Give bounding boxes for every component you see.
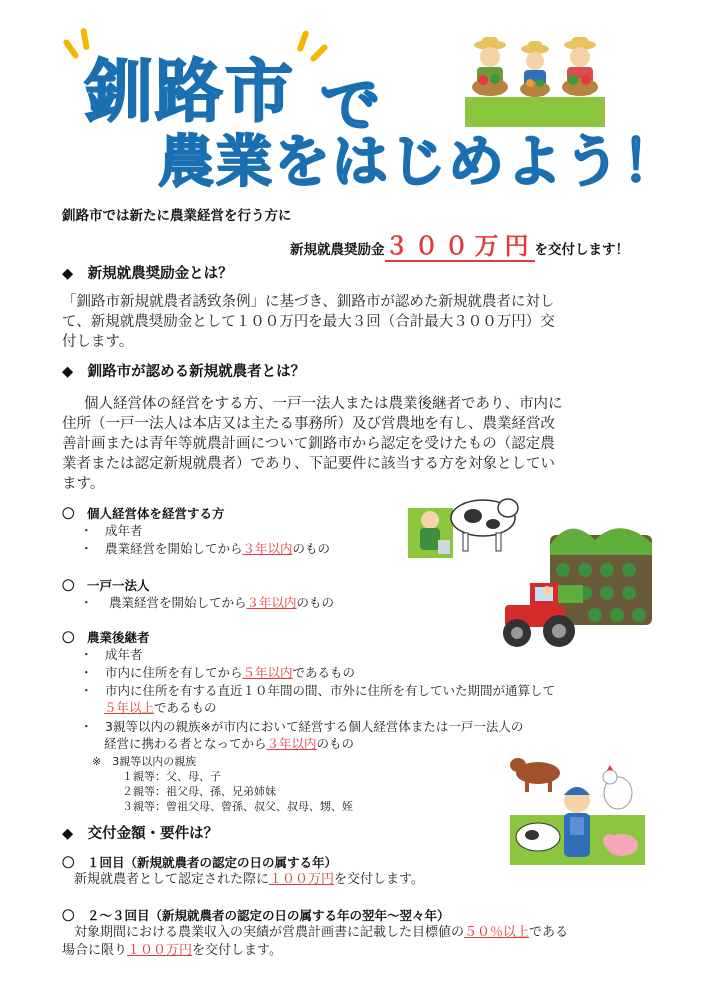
item-text: ・ 市内に住所を有してから xyxy=(80,665,243,680)
section2-line: ます。 xyxy=(62,476,105,492)
item-highlight: ５年以内 xyxy=(242,665,293,680)
groupA-heading: 〇 個人経営体を経営する方 xyxy=(62,506,225,521)
relatives-note: ２親等：祖父母、孫、兄弟姉妹 xyxy=(122,785,276,798)
relatives-note: １親等：父、母、子 xyxy=(122,770,221,783)
section3-heading: ◆ 交付金額・要件は？ xyxy=(62,826,219,842)
groupB-item xyxy=(80,594,334,611)
livestock-farmer-illustration xyxy=(510,755,645,867)
groupA-item xyxy=(80,540,330,557)
section2-heading: ◆ 釧路市が認める新規就農者とは？ xyxy=(62,364,306,380)
relatives-note: ３親等：曾祖父母、曾孫、叔父、叔母、甥、姪 xyxy=(122,800,353,813)
item-highlight: ３年以内 xyxy=(266,736,317,751)
intro-amount: ３００万円 xyxy=(384,232,535,260)
farmers-illustration xyxy=(465,35,605,127)
section2-line: 善計画または青年等就農計画について釧路市から認定を受けたもの（認定農 xyxy=(62,436,555,452)
item-text: であるもの xyxy=(292,665,356,680)
section1-line: 付します。 xyxy=(62,334,134,350)
title-city: 釧路市 xyxy=(85,53,296,132)
sparkle-icon xyxy=(62,38,80,59)
section1-line: 「釧路市新規就農者誘致条例」に基づき、釧路市が認めた新規就農者に対し xyxy=(62,294,555,310)
intro-post: を交付します！ xyxy=(534,242,629,258)
groupC-heading: 〇 農業後継者 xyxy=(62,630,150,645)
section1-line: て、新規就農奨励金として１００万円を最大３回（合計最大３００万円）交 xyxy=(62,314,555,330)
item-highlight: ３年以内 xyxy=(242,541,293,556)
item-text: 新規就農者として認定された際に xyxy=(74,872,270,887)
item-text: のもの xyxy=(316,736,355,751)
intro-pre: 新規就農奨励金 xyxy=(290,242,385,258)
groupA-item: ・ 成年者 xyxy=(80,523,143,538)
pay1-body xyxy=(74,871,424,888)
section1-body xyxy=(62,292,662,352)
item-highlight: ５０％以上 xyxy=(464,925,530,940)
sparkle-icon xyxy=(296,30,309,53)
item-text: 場合に限り xyxy=(62,943,128,958)
intro-line1: 釧路市では新たに農業経営を行う方に xyxy=(62,208,292,224)
tractor-field-illustration xyxy=(495,515,655,655)
groupC-item-cont xyxy=(104,699,217,716)
title-de: で xyxy=(320,71,382,141)
section2-body xyxy=(62,394,682,494)
item-text: のもの xyxy=(292,541,331,556)
pay2-body-line1 xyxy=(74,924,568,941)
item-text: ・ 農業経営を開始してから xyxy=(80,541,243,556)
pay2-heading: 〇 ２～３回目（新規就農者の認定の日の属する年の翌年～翌々年） xyxy=(62,908,450,923)
item-text: ・ 農業経営を開始してから xyxy=(80,595,247,610)
intro-line2 xyxy=(290,226,629,261)
item-highlight: ５年以上 xyxy=(104,700,155,715)
title-main: 農業をはじめよう！ xyxy=(158,130,680,195)
section1-heading: ◆ 新規就農奨励金とは？ xyxy=(62,266,233,282)
item-text: 対象期間における農業収入の実績が営農計画書に記載した目標値の xyxy=(74,925,465,940)
relatives-note-title: ※ 3親等以内の親族 xyxy=(92,755,197,768)
item-text: であるもの xyxy=(154,700,217,715)
item-text: のもの xyxy=(296,595,335,610)
section2-line: 業者または認定新規就農者）であり、下記要件に該当する方を対象としてい xyxy=(62,456,555,472)
item-text: を交付します。 xyxy=(192,943,282,958)
pay1-heading: 〇 １回目（新規就農者の認定の日の属する年） xyxy=(62,855,338,870)
item-text: である xyxy=(529,925,569,940)
groupC-item-cont xyxy=(104,735,354,752)
pay2-body-line2 xyxy=(62,942,282,959)
item-highlight: ３年以内 xyxy=(246,595,297,610)
groupB-heading: 〇 一戸一法人 xyxy=(62,578,150,593)
item-highlight: １００万円 xyxy=(269,872,335,887)
groupC-item: ・ 成年者 xyxy=(80,647,143,662)
item-text: を交付します。 xyxy=(334,872,424,887)
section2-line: 住所（一戸一法人は本店又は主たる事務所）及び営農地を有し、農業経営改 xyxy=(62,416,555,432)
groupC-item: ・ 3親等以内の親族※が市内において経営する個人経営体または一戸一法人の xyxy=(80,719,524,734)
item-text: 経営に携わる者となってから xyxy=(104,736,267,751)
section2-line: 個人経営体の経営をする方、一戸一法人または農業後継者であり、市内に xyxy=(84,396,563,412)
item-highlight: １００万円 xyxy=(127,943,193,958)
groupC-item xyxy=(80,664,355,681)
groupC-item: ・ 市内に住所を有する直近１０年間の間、市外に住所を有していた期間が通算して xyxy=(80,683,556,698)
